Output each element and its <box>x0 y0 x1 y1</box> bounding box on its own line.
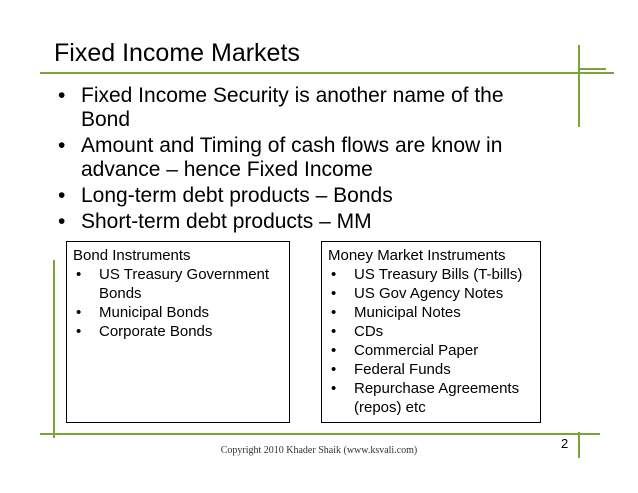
list-item: • Municipal Bonds <box>73 303 289 322</box>
frame-line-right-vertical <box>578 45 580 127</box>
list-item: • US Gov Agency Notes <box>328 284 540 303</box>
bond-instruments-box <box>66 241 290 423</box>
frame-line-left-vertical <box>53 260 55 438</box>
list-item: • Municipal Notes <box>328 303 540 322</box>
list-item: • Commercial Paper <box>328 341 540 360</box>
bullet-item: • Short-term debt products – MM <box>56 210 556 234</box>
list-item: • CDs <box>328 322 540 341</box>
frame-line-right-corner <box>578 68 606 70</box>
copyright-footer: Copyright 2010 Khader Shaik (www.ksvali.com) <box>220 445 418 456</box>
slide-title: Fixed Income Markets <box>54 39 300 67</box>
frame-line-bottom <box>40 433 600 435</box>
bullet-item: • Fixed Income Security is another name of the Bond <box>56 84 556 132</box>
main-bullet-list <box>56 84 556 236</box>
bond-instruments-list <box>73 265 289 341</box>
list-item: • US Treasury Bills (T-bills) <box>328 265 540 284</box>
list-item: • Federal Funds <box>328 360 540 379</box>
frame-line-top <box>40 72 614 74</box>
bullet-item: • Amount and Timing of cash flows are know in advance – hence Fixed Income <box>56 134 556 182</box>
money-market-list <box>328 265 540 417</box>
bond-instruments-heading: Bond Instruments <box>73 247 191 264</box>
money-market-heading: Money Market Instruments <box>328 247 506 264</box>
list-item: • US Treasury Government Bonds <box>73 265 289 303</box>
money-market-box <box>321 241 541 423</box>
list-item: • Repurchase Agreements (repos) etc <box>328 379 540 417</box>
page-number: 2 <box>561 436 569 451</box>
bullet-item: • Long-term debt products – Bonds <box>56 184 556 208</box>
list-item: • Corporate Bonds <box>73 322 289 341</box>
